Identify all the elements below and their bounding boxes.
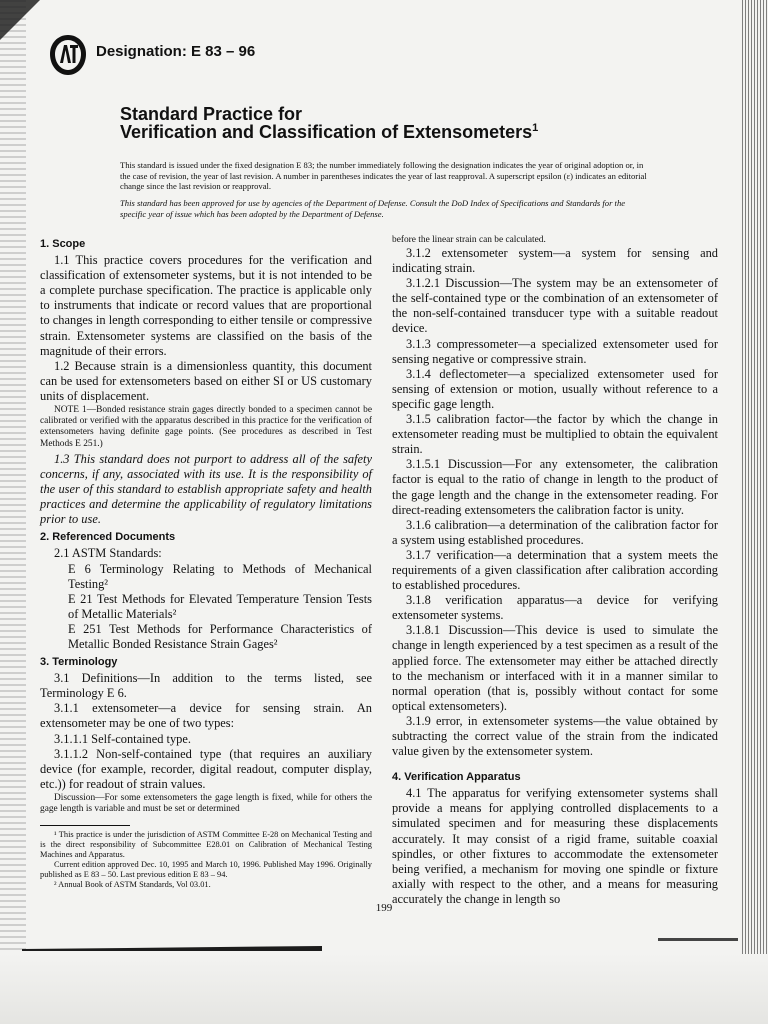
section-heading-referenced-documents: 2. Referenced Documents	[40, 531, 176, 544]
reference-e251: E 251 Test Methods for Performance Characteristics of Metallic Bonded Resistance Strain Gages²	[68, 621, 372, 651]
footnote-1a: ¹ This practice is under the jurisdiction of ASTM Committee E-28 on Mechanical Testing and is the direct responsibility of Subcommittee E28.01 on Calibration of Mechanical Testing Machines and Apparatus.	[40, 830, 372, 860]
title-line-2	[120, 122, 538, 143]
astm-logo-icon	[48, 33, 88, 77]
issue-notice: This standard is issued under the fixed designation E 83; the number immediately following the designation indicates the year of original adoption or, in the case of revision, the year of last revision. A number in parentheses indicates the year of last reapproval. A superscript epsilon (ε) indicates an editorial change since the last revision or reapproval.	[120, 160, 647, 191]
footnote-1b: Current edition approved Dec. 10, 1995 and March 10, 1996. Published May 1996. Originally published as E 83 – 50. Last previous edition E 83 – 94.	[40, 860, 372, 880]
paragraph-3-1-3: 3.1.3 compressometer—a specialized extensometer used for sensing negative or compressive strain.	[392, 336, 718, 366]
paragraph-3-1-1-1: 3.1.1.1 Self-contained type.	[54, 731, 191, 746]
paragraph-3-1-2-1: 3.1.2.1 Discussion—The system may be an extensometer of the self-contained type or the combination of an extensometer of the non-self-contained transducer type with a suitable readout device.	[392, 276, 718, 336]
paragraph-4-1: 4.1 The apparatus for verifying extensometer systems shall provide a means for applying controlled displacements to a simulated specimen and for measuring these displacements accurately. It may consist of a rigid frame, suitable coaxial spindles, or other fixtures to accommodate the extensometer being verified, a mechanism for moving one spindle or fixture axially with respect to the other, and a means for measuring accurately the change in length so	[392, 786, 718, 906]
scan-bottom-shade	[0, 954, 768, 1024]
footnote-rule	[40, 825, 130, 826]
note-1: NOTE 1—Bonded resistance strain gages directly bonded to a specimen cannot be calibrated or verified with the apparatus described in this practice for the verification of extensometers having definite gage points. (See procedures as described in Test Methods E 251.)	[40, 405, 372, 449]
discussion-gage-length: Discussion—For some extensometers the gage length is fixed, while for others the gage length is variable and must be set or determined	[40, 792, 372, 815]
paragraph-3-1-8: 3.1.8 verification apparatus—a device for verifying extensometer systems.	[392, 593, 718, 623]
title-line-1: Standard Practice for	[120, 104, 303, 124]
paragraph-1-3: 1.3 This standard does not purport to address all of the safety concerns, if any, associated with its use. It is the responsibility of the user of this standard to establish appropriate safety and health practices and determine the applicability of regulatory limitations prior to use.	[40, 451, 372, 527]
paragraph-3-1-2: 3.1.2 extensometer system—a system for sensing and indicating strain.	[392, 246, 718, 276]
scan-shadow-bar-right	[658, 938, 738, 941]
reference-e6: E 6 Terminology Relating to Methods of Mechanical Testing²	[68, 561, 372, 591]
page-number: 199	[375, 902, 393, 914]
title-text: Verification and Classification of Extensometers	[120, 122, 533, 142]
title-footnote-mark: 1	[532, 122, 539, 134]
paragraph-3-1-5: 3.1.5 calibration factor—the factor by which the change in extensometer reading must be multiplied to obtain the equivalent strain.	[392, 412, 718, 457]
dod-notice: This standard has been approved for use by agencies of the Department of Defense. Consult the DoD Index of Specifications and Standards for the specific year of issue which has been adopted by the Department of Defense.	[120, 198, 626, 219]
right-column	[392, 234, 718, 907]
paragraph-3-1-4: 3.1.4 deflectometer—a specialized extensometer used for sensing of extension or motion, usually without reference to a specific gage length.	[392, 366, 718, 411]
paragraph-3-1-1: 3.1.1 extensometer—a device for sensing strain. An extensometer may be one of two types:	[40, 701, 372, 731]
paragraph-1-1: 1.1 This practice covers procedures for the verification and classification of extensometer systems, but it is not intended to be a complete purchase specification. The practice is applicable only to instruments that indicate or record values that are proportional to changes in length corresponding to either tensile or compressive strain. Extensometer systems are classified on the basis of the magnitude of their errors.	[40, 253, 372, 358]
paragraph-3-1: 3.1 Definitions—In addition to the terms listed, see Terminology E 6.	[40, 671, 372, 701]
paragraph-3-1-8-1: 3.1.8.1 Discussion—This device is used to simulate the change in length experienced by a test specimen as a result of the applied force. The extensometer may either be attached directly to the mechanism or interfaced with it in a manner similar to normal operation (that is, possibly without contact for some optical extensometers).	[392, 623, 718, 713]
designation-label: Designation: E 83 – 96	[96, 43, 256, 60]
paragraph-3-1-6: 3.1.6 calibration—a determination of the calibration factor for a system using established procedures.	[392, 517, 718, 547]
section-heading-terminology: 3. Terminology	[40, 656, 118, 669]
footnote-2: ² Annual Book of ASTM Standards, Vol 03.01.	[54, 880, 211, 890]
scan-shadow-bar	[22, 946, 322, 951]
paragraph-3-1-9: 3.1.9 error, in extensometer systems—the value obtained by subtracting the correct value of the strain from the indicated value given by the extensometer system.	[392, 713, 718, 759]
continuation-text: before the linear strain can be calculated.	[392, 235, 546, 245]
scan-left-edge	[0, 0, 26, 1024]
paragraph-1-2: 1.2 Because strain is a dimensionless quantity, this document can be used for extensometers based on either SI or US customary units of displacement.	[40, 358, 372, 403]
paragraph-3-1-5-1: 3.1.5.1 Discussion—For any extensometer, the calibration factor is equal to the ratio of change in length to the product of the gage length and the change in the extensometer reading. For direct-reading extensometers the calibration factor is unity.	[392, 457, 718, 517]
paragraph-2-1: 2.1 ASTM Standards:	[54, 546, 162, 561]
section-heading-verification-apparatus: 4. Verification Apparatus	[392, 771, 521, 784]
scan-right-edge	[742, 0, 768, 1024]
paragraph-3-1-1-2: 3.1.1.2 Non-self-contained type (that requires an auxiliary device (for example, recorder, digital readout, computer display, etc.)) for readout of strain values.	[40, 746, 372, 791]
reference-e21: E 21 Test Methods for Elevated Temperature Tension Tests of Metallic Materials²	[68, 591, 372, 621]
paragraph-3-1-7: 3.1.7 verification—a determination that a system meets the requirements of a given classification after calibration according to established procedures.	[392, 547, 718, 593]
left-column	[40, 234, 372, 890]
spacer	[392, 759, 718, 767]
section-heading-scope: 1. Scope	[40, 238, 86, 250]
